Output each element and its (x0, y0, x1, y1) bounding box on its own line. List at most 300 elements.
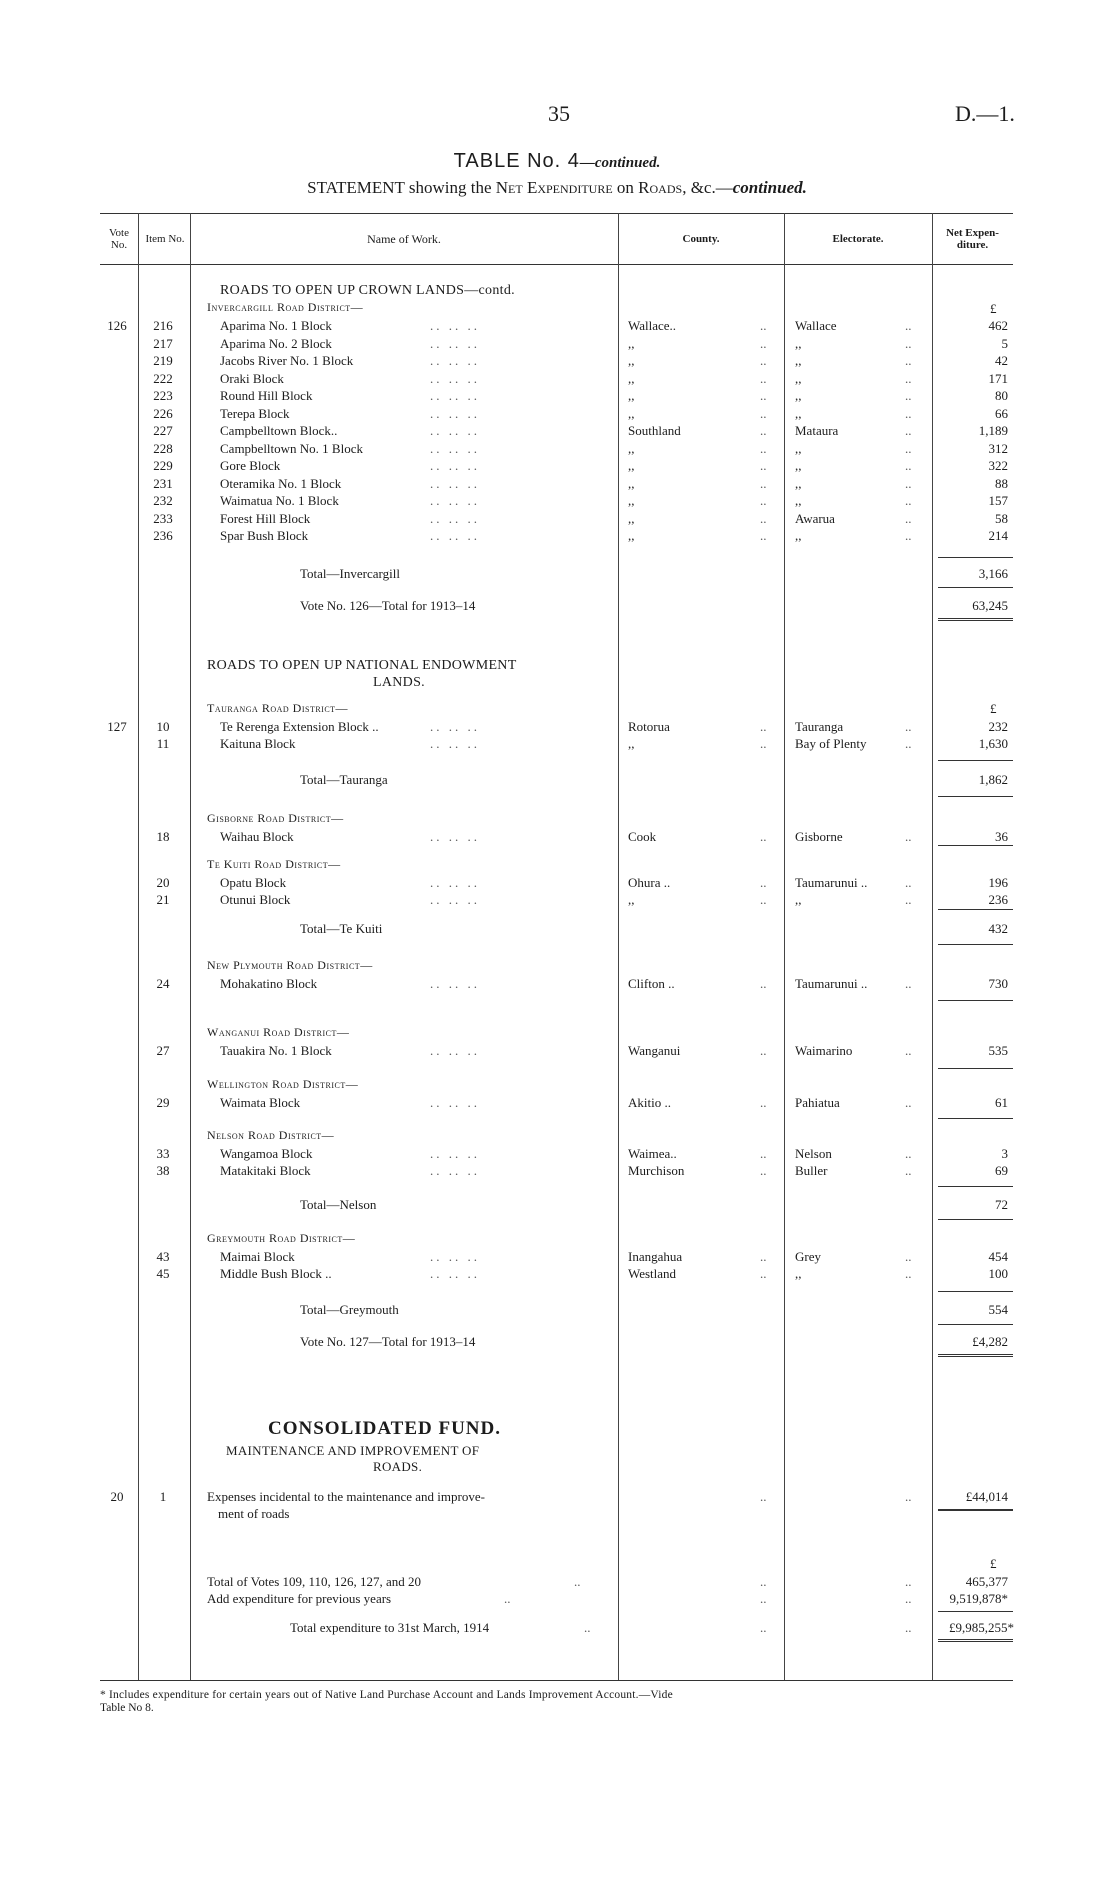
vote-number: 126 (107, 318, 127, 333)
item-number: 33 (156, 1146, 170, 1161)
leader-dots: .. .. .. (430, 423, 480, 438)
leader-dots: .. (905, 1591, 912, 1606)
table-row (0, 874, 1114, 891)
table-row (0, 1248, 1114, 1265)
work-name: Gore Block (220, 458, 281, 473)
table-title-suffix: —continued. (579, 155, 661, 171)
electorate-cell: Awarua (795, 510, 835, 526)
leader-dots: .. (905, 736, 912, 751)
table-row (0, 735, 1114, 752)
net-expenditure: 5 (1001, 335, 1008, 351)
work-name: Maimai Block (220, 1249, 295, 1264)
leader-dots: .. .. .. (430, 1043, 480, 1058)
item-number: 231 (153, 475, 173, 491)
leader-dots: .. .. .. (430, 510, 480, 526)
work-name: Tauakira No. 1 Block (220, 1043, 332, 1058)
item-number: 219 (153, 353, 173, 368)
table-row (0, 975, 1114, 992)
leader-dots: .. .. .. (430, 892, 480, 907)
item-number: 38 (156, 1163, 170, 1178)
work-name: Waimata Block (220, 1095, 301, 1110)
leader-dots: .. .. .. (430, 1146, 480, 1161)
total-label: Total—Invercargill (300, 566, 400, 581)
work-name: Waimatua No. 1 Block (220, 493, 339, 508)
item-number: 27 (156, 1043, 170, 1058)
leader-dots: .. (760, 829, 767, 844)
work-name: Campbelltown No. 1 Block (220, 440, 363, 456)
county-cell: Southland (628, 423, 681, 438)
grand-total-row (0, 1619, 1114, 1636)
net-expenditure: 157 (988, 493, 1008, 508)
work-name: Oteramika No. 1 Block (220, 475, 342, 491)
electorate-cell: ,, (795, 405, 802, 421)
item-number: 232 (153, 493, 173, 508)
item-number: 24 (156, 976, 170, 991)
leader-dots: .. (905, 1163, 912, 1178)
leader-dots: .. (905, 423, 912, 438)
total-row (0, 1196, 1114, 1213)
summary-label: Total of Votes 109, 110, 126, 127, and 20 (207, 1574, 422, 1589)
electorate-cell: ,, (795, 335, 802, 351)
leader-dots: .. (760, 510, 767, 526)
leader-dots: .. .. .. (430, 458, 480, 473)
total-value: 432 (988, 921, 1008, 936)
subtotal-rule (938, 944, 1013, 945)
district-heading: New Plymouth Road District— (207, 958, 373, 972)
work-name: Wangamoa Block (220, 1146, 313, 1161)
leader-dots: .. .. .. (430, 1249, 480, 1264)
table-row (0, 317, 1114, 334)
electorate-cell: ,, (795, 475, 802, 491)
subtotal-rule (938, 1118, 1013, 1119)
summary-value: 465,377 (965, 1574, 1008, 1589)
electorate-cell: ,, (795, 892, 802, 907)
leader-dots: .. .. .. (430, 493, 480, 508)
work-name: Oraki Block (220, 370, 284, 386)
summary-row (0, 1573, 1114, 1590)
leader-dots: .. (760, 719, 767, 734)
county-cell: ,, (628, 493, 635, 508)
net-expenditure: 100 (988, 1266, 1008, 1281)
item-number: 228 (153, 440, 173, 456)
subtotal-rule (938, 1611, 1013, 1612)
summary-value: 9,519,878* (949, 1591, 1008, 1606)
leader-dots: .. (905, 829, 912, 844)
county-cell: ,, (628, 475, 635, 491)
county-cell: Wallace.. (628, 318, 677, 333)
vote-total-double-rule (938, 618, 1013, 621)
leader-dots: .. (905, 1043, 912, 1058)
subtotal-rule (938, 1186, 1013, 1187)
table-subtitle: STATEMENT showing the Net Expenditure on Roads, &c.—continued. (307, 178, 807, 197)
total-row (0, 1301, 1114, 1318)
total-label: Total—Nelson (300, 1197, 377, 1212)
work-name: Otunui Block (220, 892, 291, 907)
electorate-cell: Pahiatua (795, 1095, 840, 1110)
item-number: 236 (153, 528, 173, 543)
section-subheading-cont: ROADS. (373, 1459, 423, 1474)
work-name: Te Rerenga Extension Block .. (220, 719, 379, 734)
county-cell: ,, (628, 353, 635, 368)
total-row (0, 771, 1114, 788)
leader-dots: .. (760, 528, 767, 543)
vote-total-row (0, 597, 1114, 614)
table-bottom-rule (100, 1680, 1013, 1681)
leader-dots: .. (905, 335, 912, 351)
table-row (0, 440, 1114, 457)
leader-dots: .. (760, 405, 767, 421)
leader-dots: .. (905, 353, 912, 368)
electorate-cell: Grey (795, 1249, 821, 1264)
total-label: Total—Te Kuiti (300, 921, 383, 936)
work-name: Kaituna Block (220, 736, 296, 751)
leader-dots: .. (905, 458, 912, 473)
table-row (0, 387, 1114, 404)
leader-dots: .. (760, 475, 767, 491)
currency-symbol: £ (990, 1556, 997, 1571)
subtotal-rule (938, 1219, 1013, 1220)
leader-dots: .. .. .. (430, 1095, 480, 1110)
leader-dots: .. (905, 875, 912, 890)
county-cell: ,, (628, 528, 635, 543)
vote-total-label: Vote No. 127—Total for 1913–14 (300, 1334, 476, 1349)
table-row (0, 492, 1114, 509)
county-cell: Rotorua (628, 719, 670, 734)
leader-dots: .. .. .. (430, 388, 480, 403)
header-electorate: Electorate. (832, 233, 884, 245)
work-name: Opatu Block (220, 875, 287, 890)
table-row (0, 405, 1114, 422)
subtotal-rule (938, 1291, 1013, 1292)
leader-dots: .. (760, 1574, 767, 1589)
table-row (0, 828, 1114, 845)
grand-total-double-rule (938, 1639, 1013, 1642)
item-number: 227 (153, 423, 173, 438)
electorate-cell: Waimarino (795, 1043, 853, 1058)
subtotal-rule (938, 845, 1013, 846)
vote-total-row (0, 1333, 1114, 1350)
item-number: 1 (159, 1489, 167, 1504)
leader-dots: .. .. .. (430, 370, 480, 386)
header-bottom-rule (100, 264, 1013, 265)
leader-dots: .. .. .. (430, 736, 480, 751)
net-expenditure: 3 (1001, 1146, 1008, 1161)
leader-dots: .. (760, 875, 767, 890)
item-number: 223 (153, 388, 173, 403)
subtotal-rule (938, 909, 1013, 910)
subtotal-rule (938, 1509, 1013, 1511)
header-vote: Vote No. (109, 227, 129, 251)
leader-dots: .. (905, 440, 912, 456)
leader-dots: .. (905, 1620, 912, 1635)
subtotal-rule (938, 760, 1013, 761)
county-cell: ,, (628, 405, 635, 421)
work-name: Middle Bush Block .. (220, 1266, 332, 1281)
table-row (0, 1094, 1114, 1111)
leader-dots: .. (905, 1574, 912, 1589)
subtotal-rule (938, 796, 1013, 797)
county-cell: Westland (628, 1266, 677, 1281)
electorate-cell: ,, (795, 1266, 802, 1281)
net-expenditure: 214 (988, 528, 1008, 543)
leader-dots: .. (574, 1574, 581, 1589)
leader-dots: .. .. .. (430, 353, 480, 368)
county-cell: ,, (628, 440, 635, 456)
vote-total-double-rule (938, 1354, 1013, 1357)
leader-dots: .. (760, 1620, 767, 1635)
county-cell: Inangahua (628, 1249, 683, 1264)
leader-dots: .. .. .. (430, 440, 480, 456)
section-heading: ROADS TO OPEN UP NATIONAL ENDOWMENT (207, 658, 517, 673)
item-number: 10 (156, 719, 170, 734)
net-expenditure: 171 (988, 370, 1008, 386)
vote-number: 127 (107, 719, 127, 734)
table-title-main: TABLE No. 4 (453, 150, 580, 172)
county-cell: Clifton .. (628, 976, 675, 991)
total-value: 554 (988, 1302, 1008, 1317)
work-name: Round Hill Block (220, 388, 313, 403)
leader-dots: .. (905, 1489, 912, 1504)
item-number: 11 (156, 736, 170, 751)
item-number: 216 (153, 318, 173, 333)
electorate-cell: ,, (795, 370, 802, 386)
table-row (0, 1162, 1114, 1179)
item-number: 20 (156, 875, 170, 890)
work-name: Expenses incidental to the maintenance and improve- (207, 1489, 485, 1504)
net-expenditure: 236 (988, 892, 1008, 907)
county-cell: ,, (628, 458, 635, 473)
section-subheading: MAINTENANCE AND IMPROVEMENT OF (226, 1443, 480, 1458)
electorate-cell: Tauranga (795, 719, 844, 734)
consolidated-fund-heading: CONSOLIDATED FUND. (268, 1418, 502, 1439)
item-number: 217 (153, 335, 173, 351)
total-value: 72 (995, 1197, 1008, 1212)
leader-dots: .. (905, 405, 912, 421)
county-cell: ,, (628, 892, 635, 907)
item-number: 29 (156, 1095, 170, 1110)
section-heading-cont: LANDS. (373, 675, 425, 690)
district-heading: Wellington Road District— (207, 1077, 359, 1091)
item-number: 21 (156, 892, 170, 907)
summary-row (0, 1590, 1114, 1607)
leader-dots: .. (760, 736, 767, 751)
net-expenditure: 69 (995, 1163, 1008, 1178)
work-name: Matakitaki Block (220, 1163, 311, 1178)
table-row (0, 1488, 1114, 1505)
work-name: Terepa Block (220, 405, 290, 421)
leader-dots: .. (760, 388, 767, 403)
electorate-cell: Taumarunui .. (795, 875, 868, 890)
leader-dots: .. .. .. (430, 976, 480, 991)
table-row (0, 475, 1114, 492)
currency-symbol: £ (990, 701, 997, 716)
table-row (0, 1265, 1114, 1282)
leader-dots: .. (760, 1163, 767, 1178)
electorate-cell: ,, (795, 458, 802, 473)
header-item: Item No. (145, 233, 185, 245)
county-cell: Akitio .. (628, 1095, 671, 1110)
work-name: Jacobs River No. 1 Block (220, 353, 354, 368)
work-name: Aparima No. 1 Block (220, 318, 332, 333)
leader-dots: .. (760, 370, 767, 386)
item-number: 222 (153, 370, 173, 386)
county-cell: ,, (628, 370, 635, 386)
leader-dots: .. (760, 1591, 767, 1606)
leader-dots: .. (905, 318, 912, 333)
grand-total-value: £9,985,255* (949, 1620, 1014, 1635)
item-number: 18 (156, 829, 170, 844)
net-expenditure: 88 (995, 475, 1008, 491)
leader-dots: .. .. .. (430, 829, 480, 844)
net-expenditure: 58 (995, 510, 1008, 526)
net-expenditure: 535 (988, 1043, 1008, 1058)
electorate-cell: ,, (795, 528, 802, 543)
county-cell: Ohura .. (628, 875, 671, 890)
leader-dots: .. .. .. (430, 335, 480, 351)
table-row (0, 457, 1114, 474)
net-expenditure: 232 (988, 719, 1008, 734)
item-number: 45 (156, 1266, 170, 1281)
leader-dots: .. .. .. (430, 1163, 480, 1178)
net-expenditure: £44,014 (965, 1489, 1008, 1504)
net-expenditure: 80 (995, 388, 1008, 403)
header-name: Name of Work. (367, 232, 441, 246)
electorate-cell: Buller (795, 1163, 828, 1178)
total-label: Total—Greymouth (300, 1302, 399, 1317)
leader-dots: .. .. .. (430, 875, 480, 890)
county-cell: ,, (628, 510, 635, 526)
total-value: 1,862 (978, 772, 1008, 787)
leader-dots: .. (905, 892, 912, 907)
section-heading: ROADS TO OPEN UP CROWN LANDS—contd. (220, 283, 515, 298)
table-row (0, 891, 1114, 908)
county-cell: Wanganui (628, 1043, 681, 1058)
table-row-cont (0, 1505, 1114, 1522)
total-row (0, 920, 1114, 937)
county-cell: ,, (628, 736, 635, 751)
work-name: Waihau Block (220, 829, 294, 844)
leader-dots: .. (760, 1095, 767, 1110)
leader-dots: .. (760, 423, 767, 438)
electorate-cell: ,, (795, 440, 802, 456)
leader-dots: .. (760, 892, 767, 907)
work-name: Campbelltown Block.. (220, 423, 338, 438)
leader-dots: .. (760, 1146, 767, 1161)
work-name: Mohakatino Block (220, 976, 318, 991)
total-row (0, 565, 1114, 582)
leader-dots: .. (760, 335, 767, 351)
work-name-cont: ment of roads (218, 1506, 290, 1521)
net-expenditure: 61 (995, 1095, 1008, 1110)
net-expenditure: 730 (988, 976, 1008, 991)
subtotal-rule (938, 1324, 1013, 1325)
leader-dots: .. (760, 1489, 767, 1504)
footnote: * Includes expenditure for certain years out of Native Land Purchase Account and Lands Improvement Account.—Vide (100, 1689, 673, 1701)
district-heading: Te Kuiti Road District— (207, 857, 341, 871)
leader-dots: .. (905, 475, 912, 491)
table-row (0, 1145, 1114, 1162)
net-expenditure: 42 (995, 353, 1008, 368)
net-expenditure: 312 (988, 440, 1008, 456)
table-row (0, 422, 1114, 439)
subtotal-rule (938, 587, 1013, 588)
district-heading: Invercargill Road District— (207, 300, 364, 314)
net-expenditure: 454 (988, 1249, 1008, 1264)
leader-dots: .. (905, 1146, 912, 1161)
leader-dots: .. (760, 493, 767, 508)
net-expenditure: 322 (988, 458, 1008, 473)
summary-label: Add expenditure for previous years (207, 1591, 392, 1606)
subtotal-rule (938, 557, 1013, 558)
county-cell: ,, (628, 335, 635, 351)
district-heading: Gisborne Road District— (207, 811, 344, 825)
item-number: 226 (153, 405, 173, 421)
leader-dots: .. (905, 510, 912, 526)
leader-dots: .. (905, 719, 912, 734)
header-net-expenditure: Net Expen-diture. (946, 227, 999, 251)
electorate-cell: ,, (795, 388, 802, 403)
county-cell: Cook (628, 829, 657, 844)
net-expenditure: 1,189 (978, 423, 1008, 438)
leader-dots: .. .. .. (430, 528, 480, 543)
district-heading: Tauranga Road District— (207, 701, 349, 715)
grand-total-label: Total expenditure to 31st March, 1914 (290, 1620, 490, 1635)
leader-dots: .. (760, 1266, 767, 1281)
leader-dots: .. (905, 1266, 912, 1281)
item-number: 43 (156, 1249, 170, 1264)
leader-dots: .. (760, 353, 767, 368)
leader-dots: .. .. .. (430, 719, 480, 734)
leader-dots: .. (760, 1249, 767, 1264)
county-cell: Waimea.. (628, 1146, 677, 1161)
net-expenditure: 1,630 (978, 736, 1008, 751)
leader-dots: .. (760, 1043, 767, 1058)
leader-dots: .. .. .. (430, 405, 480, 421)
table-row (0, 370, 1114, 387)
electorate-cell: ,, (795, 353, 802, 368)
item-number: 229 (153, 458, 173, 473)
vote-total-value: 63,245 (972, 598, 1008, 613)
page-number: 35 (548, 101, 570, 126)
leader-dots: .. (905, 1095, 912, 1110)
leader-dots: .. (905, 976, 912, 991)
county-cell: ,, (628, 388, 635, 403)
item-number: 233 (153, 510, 173, 526)
table-row (0, 527, 1114, 544)
document-reference: D.—1. (955, 101, 1015, 126)
leader-dots: .. .. .. (430, 318, 480, 333)
table-title (0, 150, 1114, 173)
leader-dots: .. (760, 440, 767, 456)
electorate-cell: Nelson (795, 1146, 832, 1161)
electorate-cell: Bay of Plenty (795, 736, 867, 751)
net-expenditure: 36 (995, 829, 1008, 844)
electorate-cell: Mataura (795, 423, 839, 438)
net-expenditure: 196 (988, 875, 1008, 890)
leader-dots: .. (760, 458, 767, 473)
subtotal-rule (938, 1068, 1013, 1069)
district-heading: Nelson Road District— (207, 1128, 335, 1142)
vote-number: 20 (110, 1489, 124, 1504)
footnote-cont: Table No 8. (100, 1702, 154, 1714)
electorate-cell: ,, (795, 493, 802, 508)
total-label: Total—Tauranga (300, 772, 388, 787)
table-top-rule (100, 213, 1013, 214)
vote-total-value: £4,282 (972, 1334, 1008, 1349)
leader-dots: .. (760, 976, 767, 991)
leader-dots: .. (905, 1249, 912, 1264)
leader-dots: .. (905, 493, 912, 508)
